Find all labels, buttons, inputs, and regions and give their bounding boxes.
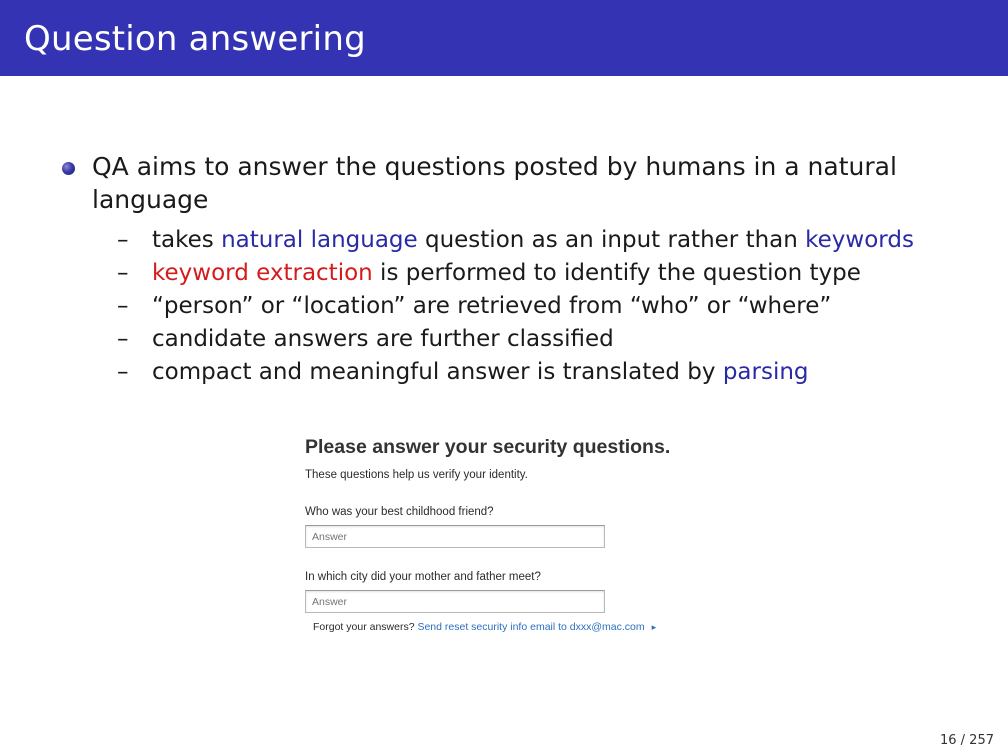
dash-marker-icon: – — [117, 293, 129, 319]
sub-bullet-segment: is performed to identify the question type — [372, 260, 861, 286]
sub-bullet-segment: question as an input rather than — [417, 227, 806, 253]
sub-bullet-text — [152, 323, 614, 356]
link-arrow-icon: ▸ — [651, 622, 657, 632]
sub-bullet-row — [0, 257, 1008, 290]
slide-title-bar — [0, 0, 1008, 76]
reset-security-email-link[interactable]: Send reset security info email to dxxx@mac.com — [417, 621, 645, 633]
form-title: Please answer your security questions. — [305, 436, 671, 458]
forgot-answers-line — [313, 621, 656, 633]
forgot-answers-text: Forgot your answers? — [313, 621, 415, 633]
bullet-ball-icon — [62, 162, 75, 175]
security-questions-form — [296, 430, 736, 640]
sub-bullet-row — [0, 356, 1008, 389]
question-1-label: Who was your best childhood friend? — [305, 506, 494, 518]
sub-bullet-segment: takes — [152, 227, 222, 253]
sub-bullet-row — [0, 290, 1008, 323]
question-2-label: In which city did your mother and father meet? — [305, 571, 541, 583]
answer-1-input[interactable] — [305, 525, 605, 548]
page-number: 16 / 257 — [940, 733, 994, 748]
slide-title: Question answering — [24, 19, 366, 59]
sub-bullet-text — [152, 356, 809, 389]
highlighted-term: natural language — [221, 227, 418, 253]
sub-bullet-row — [0, 323, 1008, 356]
highlighted-term: keyword extraction — [152, 260, 373, 286]
highlighted-term: parsing — [722, 359, 809, 385]
sub-bullet-segment: compact and meaningful answer is translated by — [152, 359, 723, 385]
form-subtitle: These questions help us verify your identity. — [305, 469, 528, 481]
highlighted-term: keywords — [805, 227, 914, 253]
dash-marker-icon: – — [117, 359, 129, 385]
sub-bullet-row — [0, 224, 1008, 257]
main-bullet-text: QA aims to answer the questions posted by humans in a natural language — [92, 152, 897, 214]
dash-marker-icon: – — [117, 260, 129, 286]
sub-bullet-text — [152, 257, 861, 290]
answer-2-input[interactable] — [305, 590, 605, 613]
sub-bullet-segment: “person” or “location” are retrieved from “who” or “where” — [152, 293, 832, 319]
sub-bullet-text — [152, 290, 831, 323]
sub-bullet-text — [152, 224, 914, 257]
dash-marker-icon: – — [117, 227, 129, 253]
dash-marker-icon: – — [117, 326, 129, 352]
sub-bullet-segment: candidate answers are further classified — [152, 326, 614, 352]
